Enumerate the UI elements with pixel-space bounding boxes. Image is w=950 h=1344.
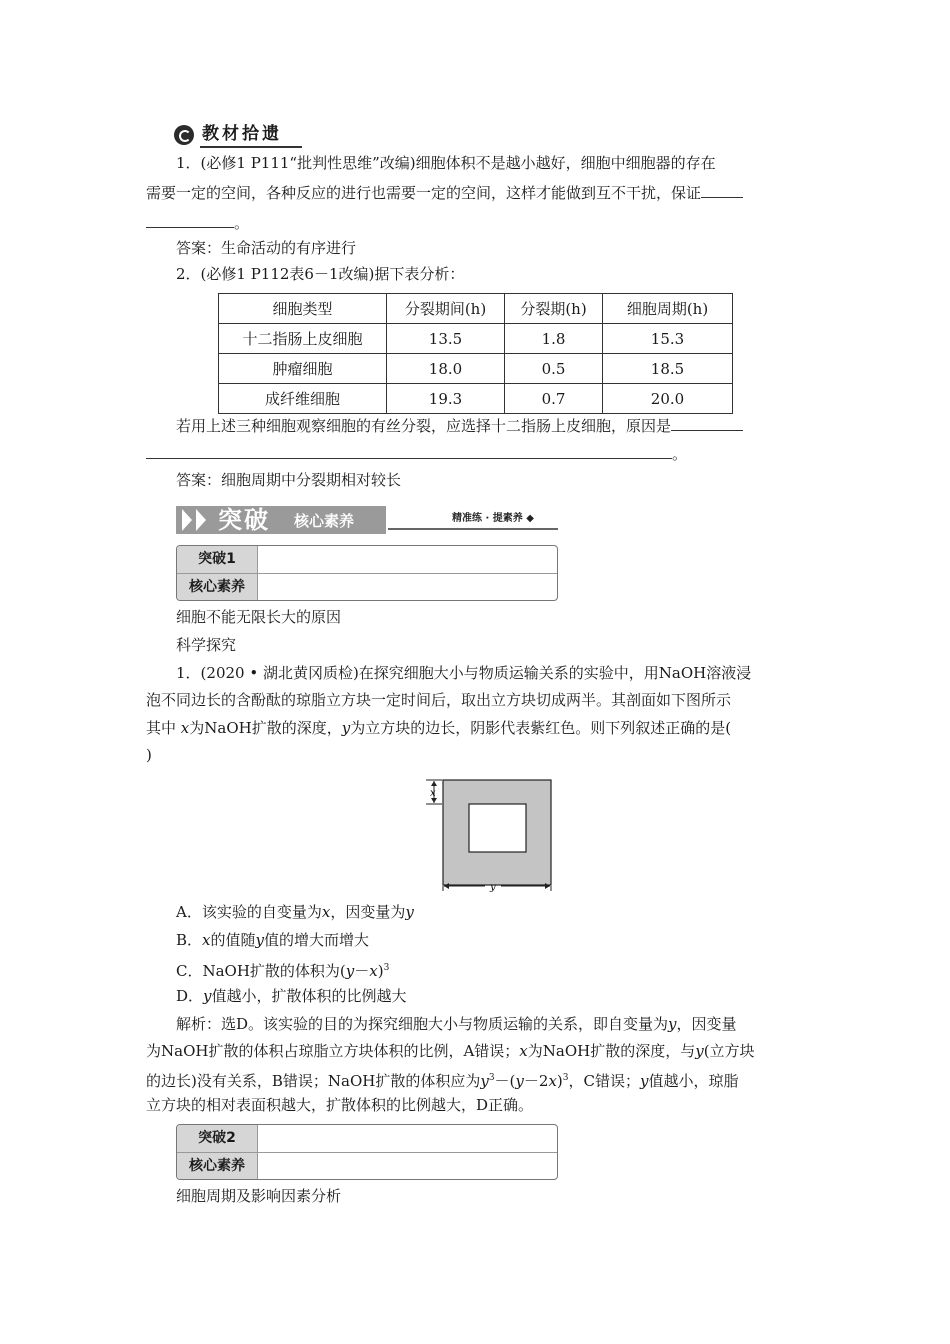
exponent: 3 [383, 963, 390, 973]
variable-y: y [345, 962, 355, 980]
figure-label-x: x [430, 788, 436, 799]
analysis-line1 [176, 1014, 737, 1034]
header-underline [200, 146, 302, 148]
table-header: 分裂期间(h) [387, 294, 505, 324]
analysis-line3 [146, 1068, 738, 1091]
text: 解析：选D。该实验的目的为探究细胞大小与物质运输的关系，即自变量为 [176, 1015, 669, 1033]
text: A．该实验的自变量为 [176, 903, 322, 921]
text: 为NaOH扩散的深度， [189, 719, 342, 737]
variable-y: y [255, 931, 264, 949]
answer-blank [146, 444, 672, 459]
exponent: 3 [562, 1073, 569, 1083]
q2-line1: 2．(必修1 P112表6－1改编)据下表分析： [176, 265, 465, 283]
table-header: 细胞类型 [219, 294, 387, 324]
q1-line2-text: 需要一定的空间，各种反应的进行也需要一定的空间，这样才能做到互不干扰，保证 [146, 184, 702, 202]
variable-y: y [668, 1015, 677, 1033]
option-d [176, 986, 407, 1006]
variable-y: y [203, 987, 212, 1005]
text: (立方块 [703, 1042, 755, 1060]
analysis-line2 [146, 1041, 755, 1061]
variable-x: x [180, 719, 190, 737]
table-row [219, 384, 733, 414]
breakthrough-box-2 [176, 1124, 558, 1180]
variable-y: y [695, 1042, 704, 1060]
text: 为NaOH扩散的体积占琼脂立方块体积的比例，A错误； [146, 1042, 520, 1060]
variable-y: y [405, 903, 414, 921]
table-cell: 成纤维细胞 [219, 384, 387, 414]
chevron-icon [182, 509, 192, 531]
variable-y: y [341, 719, 351, 737]
core-literacy-label: 核心素养 [177, 574, 258, 601]
table-cell: 18.5 [603, 354, 733, 384]
analysis-line4: 立方块的相对表面积越大，扩散体积的比例越大，D正确。 [146, 1096, 534, 1114]
figure-label-y: y [490, 882, 496, 893]
variable-y: y [480, 1072, 489, 1090]
option-c [176, 958, 389, 981]
breakthrough-row [177, 1125, 557, 1152]
breakthrough-label: 突破2 [177, 1125, 258, 1152]
text: 为立方块的边长，阴影代表紫红色。则下列叙述正确的是( [350, 719, 732, 737]
table-cell: 0.5 [505, 354, 603, 384]
breakthrough-1-subtitle: 科学探究 [176, 636, 237, 654]
problem1-line2: 泡不同边长的含酚酞的琼脂立方块一定时间后，取出立方块切成两半。其剖面如下图所示 [146, 691, 732, 709]
banner-tagline: 精准练 · 提素养 ◆ [452, 513, 534, 524]
banner-rule [388, 528, 558, 530]
answer-blank [701, 183, 743, 198]
breakthrough-box-1 [176, 545, 558, 601]
q1-line1: 1．(必修1 P111“批判性思维”改编)细胞体积不是越小越好，细胞中细胞器的存在 [176, 154, 716, 172]
core-literacy-label: 核心素养 [177, 1153, 258, 1180]
variable-x: x [369, 962, 378, 980]
section-header [174, 123, 302, 147]
variable-x: x [519, 1042, 528, 1060]
text: 的边长)没有关系，B错误；NaOH扩散的体积应为 [146, 1072, 481, 1090]
arrow-icon [431, 781, 437, 786]
answer-blank [146, 213, 234, 228]
table-row [219, 354, 733, 384]
variable-x: x [321, 903, 331, 921]
breakthrough-2-title: 细胞周期及影响因素分析 [176, 1187, 342, 1205]
q1-line3 [146, 213, 249, 233]
variable-y: y [639, 1072, 649, 1090]
text: 值越小，扩散体积的比例越大 [211, 987, 407, 1005]
text: ，因变量为 [330, 903, 406, 921]
table-cell: 0.7 [505, 384, 603, 414]
text: D． [176, 987, 204, 1005]
banner-background [176, 506, 386, 534]
table-cell: 1.8 [505, 324, 603, 354]
q1-line2 [146, 183, 743, 203]
problem1-line3 [146, 718, 731, 738]
text: － [354, 962, 370, 980]
chevron-icon [196, 509, 206, 531]
table-cell: 15.3 [603, 324, 733, 354]
cell-cycle-table [218, 293, 733, 414]
table-cell: 十二指肠上皮细胞 [219, 324, 387, 354]
table-row [219, 324, 733, 354]
banner-subtitle: 核心素养 [294, 512, 355, 530]
inner-square [469, 804, 526, 852]
q2-after [176, 416, 743, 436]
section-banner [176, 506, 560, 534]
breakthrough-label: 突破1 [177, 546, 258, 573]
breakthrough-row [177, 1152, 557, 1180]
text: B． [176, 931, 203, 949]
text: －2 [523, 1072, 549, 1090]
text: ) [377, 962, 384, 980]
book-icon [174, 125, 194, 145]
cube-section-figure [425, 778, 560, 893]
breakthrough-row [177, 573, 557, 601]
text: ，因变量 [676, 1015, 737, 1033]
text: 值的增大而增大 [264, 931, 370, 949]
option-b [176, 930, 369, 950]
table-cell: 肿瘤细胞 [219, 354, 387, 384]
section-title: 教材拾遗 [202, 124, 282, 144]
q2-after-end: 。 [672, 445, 688, 463]
table-header: 细胞周期(h) [603, 294, 733, 324]
text: ，C错误； [568, 1072, 640, 1090]
table-header-row [219, 294, 733, 324]
q2-answer: 答案：细胞周期中分裂期相对较长 [176, 471, 402, 489]
text: 的值随 [210, 931, 256, 949]
q2-after-text: 若用上述三种细胞观察细胞的有丝分裂，应选择十二指肠上皮细胞，原因是 [176, 417, 672, 435]
variable-x: x [548, 1072, 557, 1090]
text: 值越小，琼脂 [648, 1072, 739, 1090]
table-cell: 18.0 [387, 354, 505, 384]
answer-blank [671, 416, 743, 431]
text: ) [556, 1072, 563, 1090]
exponent: 3 [488, 1073, 495, 1083]
breakthrough-1-title: 细胞不能无限长大的原因 [176, 608, 342, 626]
problem1-line1: 1．(2020 • 湖北黄冈质检)在探究细胞大小与物质运输关系的实验中，用NaOH溶液浸 [176, 664, 752, 682]
banner-title: 突破 [218, 506, 270, 534]
table-header: 分裂期(h) [505, 294, 603, 324]
q1-line3-end: 。 [234, 214, 250, 232]
q2-after-line2 [146, 444, 687, 464]
q1-answer: 答案：生命活动的有序进行 [176, 239, 357, 257]
option-a [176, 902, 414, 922]
text: －( [494, 1072, 516, 1090]
text: C．NaOH扩散的体积为( [176, 962, 346, 980]
problem1-line4: ) [146, 746, 152, 764]
breakthrough-row [177, 546, 557, 573]
table-cell: 13.5 [387, 324, 505, 354]
variable-x: x [202, 931, 211, 949]
text: 其中 [146, 719, 181, 737]
variable-y: y [515, 1072, 524, 1090]
table-cell: 19.3 [387, 384, 505, 414]
text: 为NaOH扩散的深度，与 [527, 1042, 696, 1060]
table-cell: 20.0 [603, 384, 733, 414]
